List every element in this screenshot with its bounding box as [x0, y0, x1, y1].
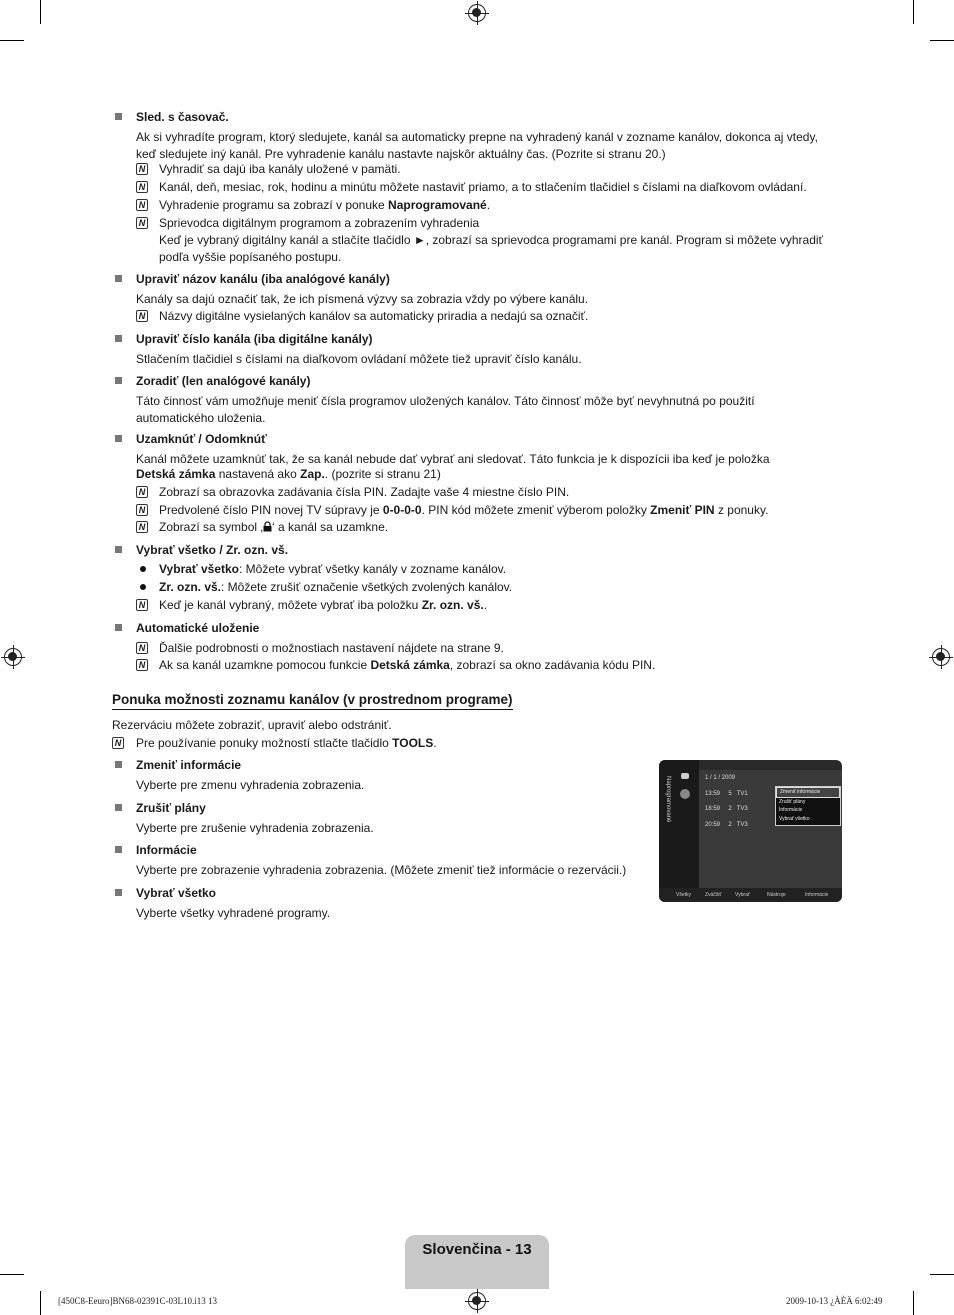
- note-icon: N: [136, 642, 148, 654]
- section-desc: Kanály sa dajú označiť tak, že ich písmená výzvy sa zobrazia vždy po výbere kanálu.: [136, 292, 589, 306]
- tv-footer-item: Nástroje: [767, 892, 786, 898]
- note-text: Názvy digitálne vysielaných kanálov sa automaticky priradia a nedajú sa označiť.: [159, 309, 589, 323]
- section-title: Vybrať všetko / Zr. ozn. vš.: [136, 543, 289, 557]
- square-bullet-icon: [115, 889, 122, 896]
- section-desc: Táto činnosť vám umožňuje meniť čísla programov uložených kanálov. Táto činnosť môže byť nevyhnutná po použití automatického uloženia.: [136, 394, 755, 425]
- section-title: Automatické uloženie: [136, 621, 260, 635]
- tv-menu-screenshot: [659, 760, 842, 902]
- square-bullet-icon: [115, 624, 122, 631]
- crop-mark: [0, 40, 24, 41]
- crop-mark: [930, 1274, 954, 1275]
- registration-mark-icon: [4, 648, 22, 666]
- square-bullet-icon: [115, 435, 122, 442]
- option-title: Zmeniť informácie: [136, 758, 242, 772]
- square-bullet-icon: [115, 335, 122, 342]
- tv-row: 18:59 2 TV3: [705, 806, 748, 812]
- note-desc: Keď je vybraný digitálny kanál a stlačíte tlačidlo ►, zobrazí sa sprievodca programami pre kanál. Program si môžete vyhradiť podľa vyššie popísaného postupu.: [159, 233, 824, 264]
- bullet-text: Zr. ozn. vš.: Môžete zrušiť označenie všetkých zvolených kanálov.: [159, 580, 513, 594]
- tv-footer-item: Zväčšiť: [705, 892, 722, 898]
- section-desc: Stlačením tlačidiel s číslami na diaľkovom ovládaní môžete tiež upraviť číslo kanálu.: [136, 352, 582, 366]
- option-desc: Vyberte všetky vyhradené programy.: [136, 906, 331, 920]
- bullet-dot-icon: [140, 584, 146, 590]
- note-text: Ak sa kanál uzamkne pomocou funkcie Detská zámka, zobrazí sa okno zadávania kódu PIN.: [159, 658, 656, 672]
- section-desc: Ak si vyhradíte program, ktorý sledujete, kanál sa automaticky prepne na vyhradený kanál v zozname kanálov, dokonca aj vtedy, keď sledujete iný kanál. Pre vyhradenie kanálu nastavte najskôr aktuálny čas. (Pozrite si stranu 20.): [136, 130, 818, 161]
- registration-mark-icon: [468, 4, 486, 22]
- section-title: Sled. s časovač.: [136, 110, 229, 124]
- note-text: Vyhradenie programu sa zobrazí v ponuke Naprogramované.: [159, 198, 491, 212]
- tv-footer-item: Informácie: [805, 892, 829, 898]
- page-number-tab: [405, 1235, 549, 1289]
- tv-menu-item: Informácie: [779, 807, 803, 813]
- note-text: Predvolené číslo PIN novej TV súpravy je 0-0-0-0. PIN kód môžete zmeniť výberom položky Zmeniť PIN z ponuky.: [159, 503, 769, 517]
- section-desc: Kanál môžete uzamknúť tak, že sa kanál nebude dať vybrať ani sledovať. Táto funkcia je k dispozícii iba keď je položka: [136, 452, 770, 466]
- square-bullet-icon: [115, 113, 122, 120]
- crop-mark: [40, 1291, 41, 1315]
- subsection-intro: Rezerváciu môžete zobraziť, upraviť alebo odstrániť.: [112, 718, 392, 732]
- note-text: Zobrazí sa obrazovka zadávania čísla PIN. Zadajte vaše 4 miestne číslo PIN.: [159, 485, 570, 499]
- note-icon: N: [136, 504, 148, 516]
- section-title: Zoradiť (len analógové kanály): [136, 374, 311, 388]
- crop-mark: [0, 1274, 24, 1275]
- tv-footer-item: Všetky: [676, 892, 692, 898]
- square-bullet-icon: [115, 846, 122, 853]
- square-bullet-icon: [115, 804, 122, 811]
- note-text: Ďalšie podrobnosti o možnostiach nastavení nájdete na strane 9.: [159, 641, 504, 655]
- note-icon: N: [112, 737, 124, 749]
- square-bullet-icon: [115, 546, 122, 553]
- print-footer-right: 2009-10-13 ¿ÀÈÄ 6:02:49: [786, 1296, 883, 1306]
- note-icon: N: [136, 199, 148, 211]
- note-icon: N: [136, 486, 148, 498]
- tv-row: 13:59 5 TV1: [705, 791, 748, 797]
- option-title: Zrušiť plány: [136, 801, 206, 815]
- note-icon: N: [136, 599, 148, 611]
- tv-menu-item: Zrušiť plány: [779, 798, 806, 805]
- option-desc: Vyberte pre zobrazenie vyhradenia zobrazenia. (Môžete zmeniť tiež informácie o rezervácii.): [136, 863, 627, 877]
- note-icon: N: [136, 163, 148, 175]
- note-icon: N: [136, 181, 148, 193]
- print-footer-left: [450C8-Eeuro]BN68-02391C-03L10.i13 13: [58, 1296, 217, 1306]
- note-text: Kanál, deň, mesiac, rok, hodinu a minútu môžete nastaviť priamo, a to stlačením tlačidiel s číslami na diaľkovom ovládaní.: [159, 180, 807, 194]
- tv-footer: [659, 888, 842, 902]
- section-desc: Detská zámka nastavená ako Zap.. (pozrite si stranu 21): [136, 467, 441, 481]
- note-icon: N: [136, 310, 148, 322]
- tv-sidebar: [659, 760, 699, 888]
- note-text: Sprievodca digitálnym programom a zobrazením vyhradenia: [159, 216, 480, 230]
- clock-icon: [680, 789, 690, 799]
- tv-sidebar-label: Naprogramované: [665, 776, 671, 823]
- tv-menu-item: Vybrať všetko: [779, 815, 810, 822]
- lock-icon: [263, 521, 272, 532]
- square-bullet-icon: [115, 377, 122, 384]
- crop-mark: [930, 40, 954, 41]
- crop-mark: [40, 0, 41, 24]
- option-title: Vybrať všetko: [136, 886, 217, 900]
- tv-date: 1 / 1 / 2009: [705, 775, 736, 781]
- square-bullet-icon: [115, 761, 122, 768]
- heart-icon: [681, 773, 689, 779]
- tv-row: 20:59 2 TV3: [705, 822, 748, 828]
- section-title: Uzamknúť / Odomknúť: [136, 432, 267, 446]
- option-desc: Vyberte pre zmenu vyhradenia zobrazenia.: [136, 778, 365, 792]
- registration-mark-icon: [932, 648, 950, 666]
- note-text: Pre používanie ponuky možností stlačte tlačidlo TOOLS.: [136, 736, 437, 750]
- note-icon: N: [136, 659, 148, 671]
- option-desc: Vyberte pre zrušenie vyhradenia zobrazenia.: [136, 821, 374, 835]
- page-number-label: Slovenčina - 13: [422, 1241, 532, 1258]
- bullet-dot-icon: [140, 566, 146, 572]
- crop-mark: [913, 1291, 914, 1315]
- registration-mark-icon: [468, 1292, 486, 1310]
- subsection-title: Ponuka možnosti zoznamu kanálov (v prostrednom programe): [112, 691, 513, 710]
- section-title: Upraviť názov kanálu (iba analógové kanály): [136, 272, 390, 286]
- note-text: Vyhradiť sa dajú iba kanály uložené v pamäti.: [159, 162, 401, 176]
- bullet-text: Vybrať všetko: Môžete vybrať všetky kanály v zozname kanálov.: [159, 562, 507, 576]
- option-title: Informácie: [136, 843, 197, 857]
- note-icon: N: [136, 521, 148, 533]
- note-icon: N: [136, 217, 148, 229]
- note-text: Keď je kanál vybraný, môžete vybrať iba položku Zr. ozn. vš..: [159, 598, 488, 612]
- crop-mark: [913, 0, 914, 24]
- note-text: Zobrazí sa symbol ‚ ‘ a kanál sa uzamkne.: [159, 520, 389, 534]
- tv-tools-menu: [775, 786, 841, 826]
- tv-menu-item: Zmeniť informácie: [776, 787, 840, 798]
- square-bullet-icon: [115, 275, 122, 282]
- tv-footer-item: Vybrať: [735, 892, 750, 898]
- section-title: Upraviť číslo kanála (iba digitálne kanály): [136, 332, 373, 346]
